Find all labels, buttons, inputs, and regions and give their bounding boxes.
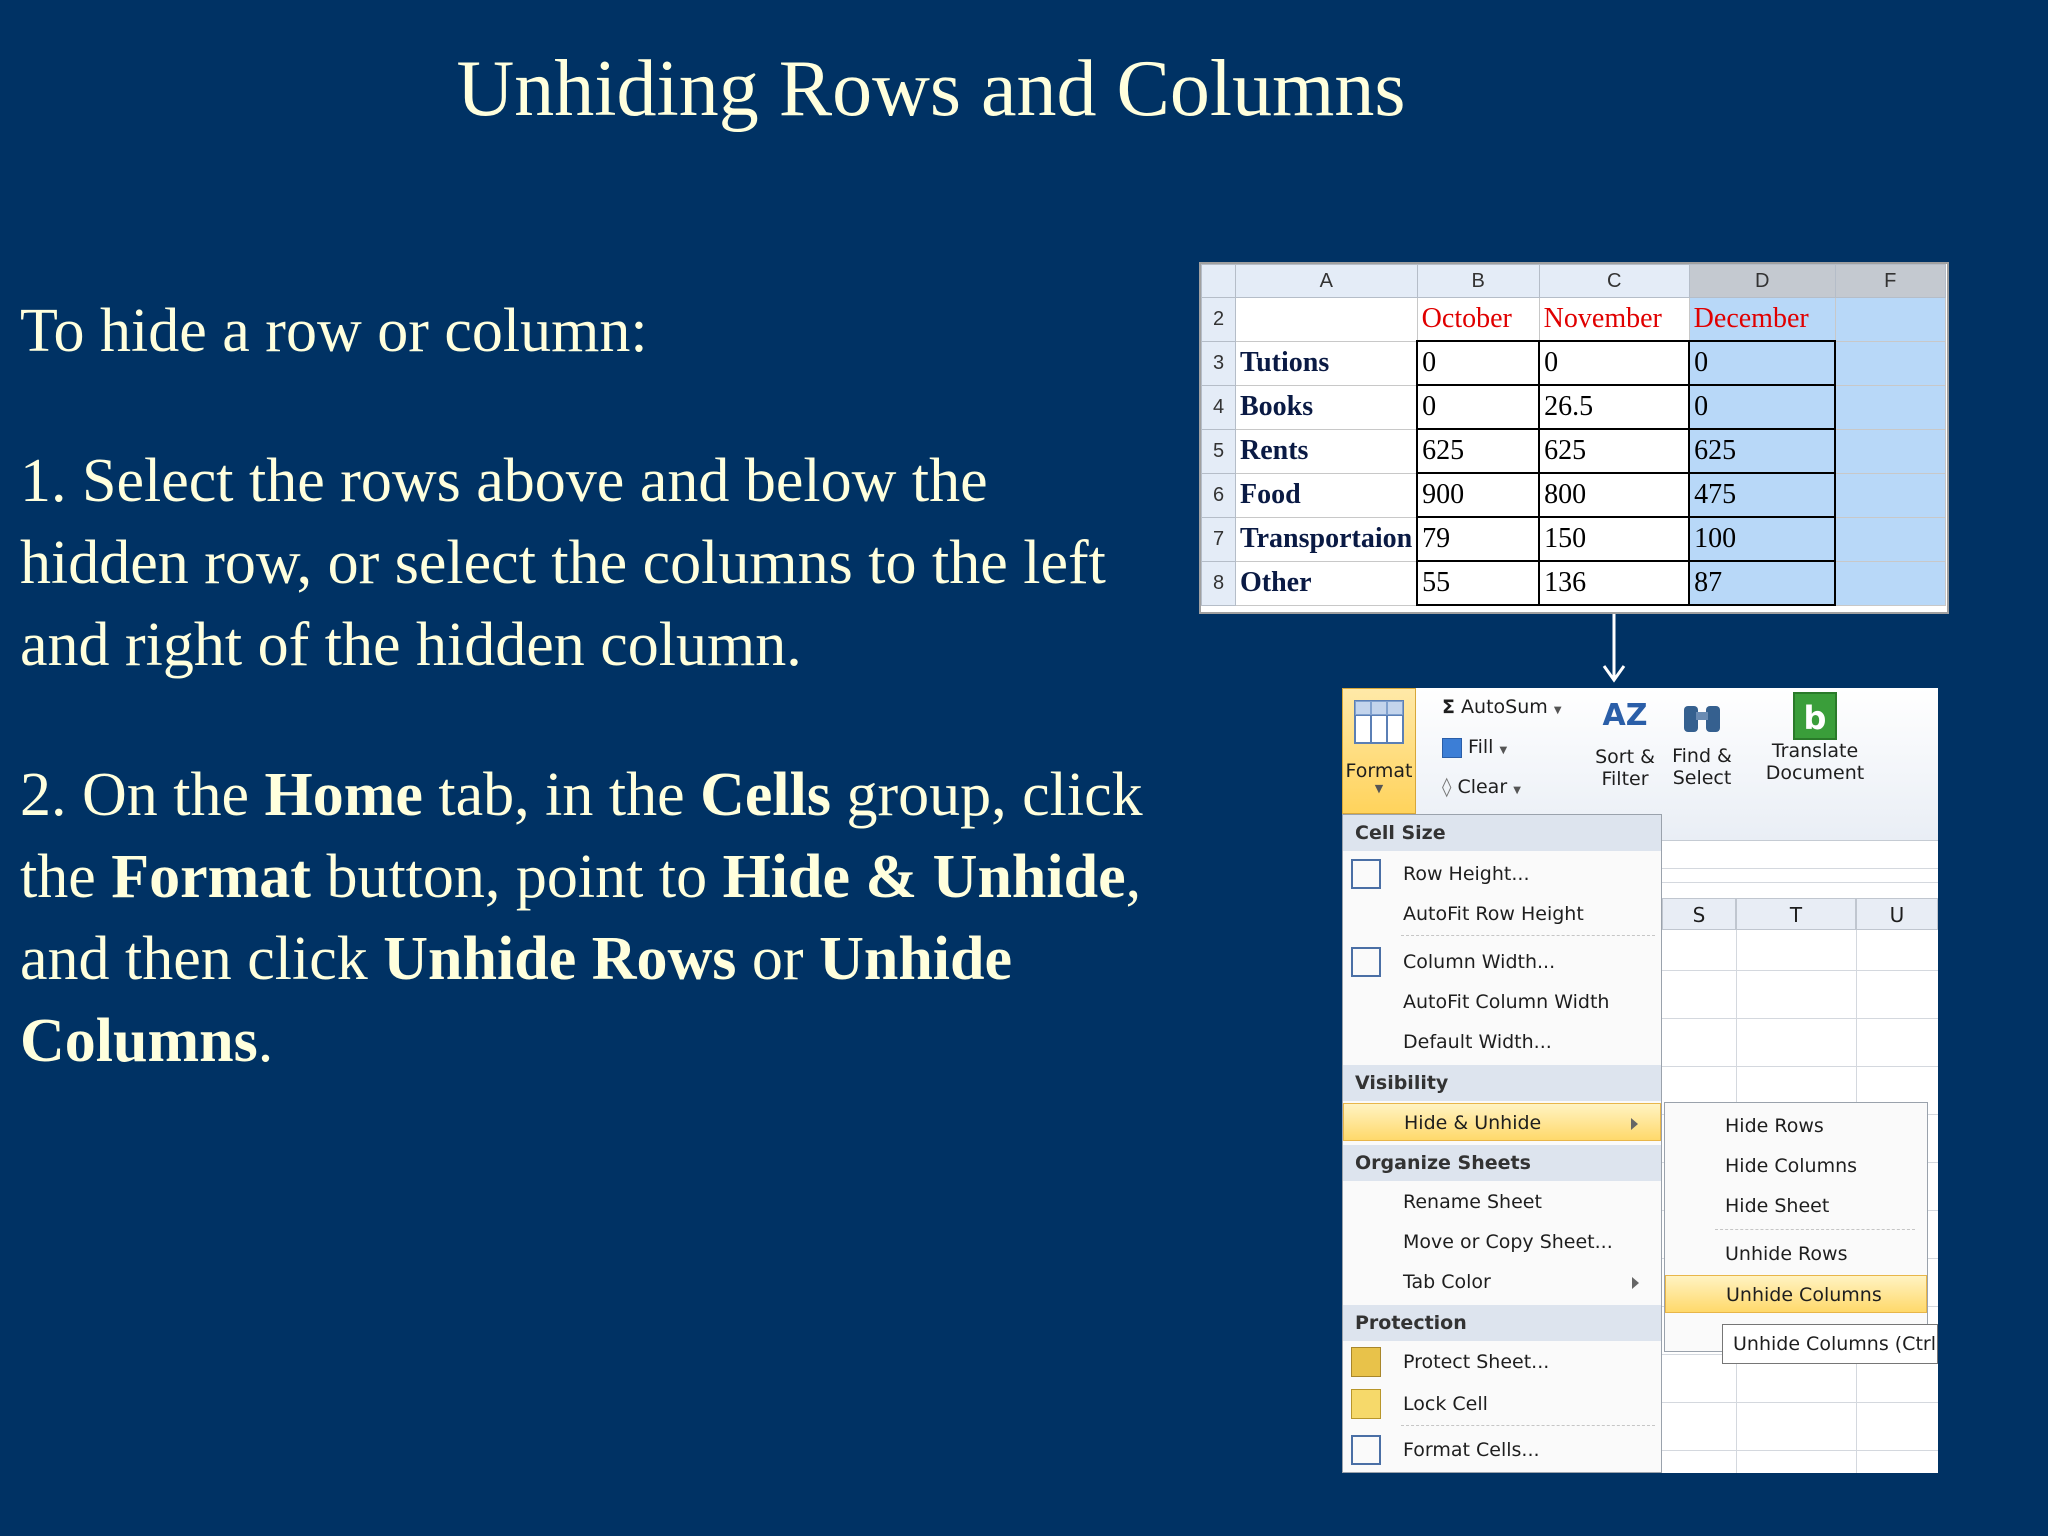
format-dropdown-menu <box>1342 814 1662 1473</box>
table-row <box>1202 473 1946 517</box>
menu-section-visibility: Visibility <box>1343 1065 1661 1101</box>
intro-text: To hide a row or column: <box>20 297 648 365</box>
cell-label[interactable]: Transportaion <box>1236 517 1418 561</box>
format-cells-icon <box>1351 1435 1381 1465</box>
menu-item-autofit-column-width[interactable] <box>1343 983 1661 1021</box>
table-row <box>1202 298 1946 342</box>
submenu-item-unhide-rows[interactable]: Unhide Rows <box>1725 1243 1848 1265</box>
cell[interactable]: 100 <box>1689 517 1835 561</box>
row-header[interactable]: 5 <box>1202 429 1236 473</box>
cell[interactable] <box>1236 298 1418 342</box>
menu-section-organize-sheets: Organize Sheets <box>1343 1145 1661 1181</box>
submenu-item-hide-sheet[interactable]: Hide Sheet <box>1725 1195 1830 1217</box>
menu-item-column-width[interactable] <box>1343 943 1661 981</box>
down-arrow-icon <box>1602 614 1626 684</box>
cell[interactable] <box>1835 473 1945 517</box>
cell-october[interactable]: October <box>1417 298 1539 342</box>
spreadsheet-screenshot <box>1199 262 1949 614</box>
table-row <box>1202 385 1946 429</box>
column-width-label: Column Width... <box>1403 951 1556 973</box>
chevron-down-icon: ▼ <box>1553 705 1562 716</box>
cell-label[interactable]: Books <box>1236 385 1418 429</box>
fill-button[interactable] <box>1442 736 1507 758</box>
menu-item-row-height[interactable] <box>1343 855 1661 893</box>
submenu-divider <box>1715 1229 1915 1230</box>
sort-label-2: Filter <box>1601 768 1649 790</box>
cell[interactable]: 625 <box>1417 429 1539 473</box>
cell[interactable]: 87 <box>1689 561 1835 605</box>
format-menu-screenshot <box>1342 688 1938 1473</box>
row-height-label: Row Height... <box>1403 863 1530 885</box>
cell[interactable]: 0 <box>1417 341 1539 385</box>
clear-button[interactable] <box>1442 776 1521 798</box>
tab-color-label: Tab Color <box>1403 1271 1491 1293</box>
column-width-icon <box>1351 947 1381 977</box>
menu-item-move-copy-sheet[interactable] <box>1343 1223 1661 1261</box>
spreadsheet-grid <box>1201 264 1946 606</box>
cell[interactable]: 0 <box>1539 341 1689 385</box>
chevron-down-icon: ▼ <box>1513 785 1521 796</box>
lock-sheet-icon <box>1351 1347 1381 1377</box>
translate-label-1: Translate <box>1771 740 1859 762</box>
chevron-down-icon: ▼ <box>1499 745 1508 756</box>
column-header-c[interactable]: C <box>1539 265 1689 298</box>
cell[interactable]: 0 <box>1689 341 1835 385</box>
cell-label[interactable]: Rents <box>1236 429 1418 473</box>
hide-unhide-label: Hide & Unhide <box>1404 1112 1542 1134</box>
find-select-button[interactable] <box>1664 692 1740 812</box>
column-header-u[interactable]: U <box>1856 898 1938 930</box>
table-row <box>1202 429 1946 473</box>
menu-item-default-width[interactable] <box>1343 1023 1661 1061</box>
menu-divider <box>1401 935 1655 936</box>
autofit-col-label: AutoFit Column Width <box>1403 991 1610 1013</box>
step-1-text: 1. Select the rows above and below the hidden row, or select the columns to the left and right of the hidden column. <box>20 447 1106 679</box>
hide-unhide-submenu <box>1664 1102 1928 1352</box>
menu-item-protect-sheet[interactable] <box>1343 1343 1661 1381</box>
find-label-2: Select <box>1672 767 1732 789</box>
column-header-t[interactable]: T <box>1736 898 1856 930</box>
cell[interactable]: 0 <box>1417 385 1539 429</box>
cell-december[interactable]: December <box>1689 298 1835 342</box>
menu-divider <box>1401 1425 1655 1426</box>
menu-item-rename-sheet[interactable] <box>1343 1183 1661 1221</box>
binoculars-icon <box>1678 692 1726 740</box>
menu-section-protection: Protection <box>1343 1305 1661 1341</box>
rename-label: Rename Sheet <box>1403 1191 1542 1213</box>
fill-label: Fill <box>1468 736 1494 758</box>
fill-icon <box>1442 738 1462 758</box>
cell-label[interactable]: Food <box>1236 473 1418 517</box>
cell[interactable]: 900 <box>1417 473 1539 517</box>
unhide-columns-tooltip: Unhide Columns (Ctrl <box>1722 1324 1938 1364</box>
cell-november[interactable]: November <box>1539 298 1689 342</box>
translate-document-button[interactable] <box>1760 692 1870 812</box>
menu-item-autofit-row-height[interactable] <box>1343 895 1661 933</box>
column-header-a[interactable]: A <box>1236 265 1418 298</box>
step-2-text: 2. On the Home tab, in the Cells group, click the Format button, point to Hide & Unhide, and then click Unhide Rows or Unhide Columns. <box>20 761 1143 1075</box>
format-label: Format <box>1345 760 1413 782</box>
row-header[interactable]: 3 <box>1202 341 1236 385</box>
sort-label-1: Sort & <box>1595 746 1655 768</box>
clear-label: Clear <box>1457 776 1508 798</box>
translate-label-2: Document <box>1765 762 1865 784</box>
column-header-d[interactable]: D <box>1689 265 1835 298</box>
row-header[interactable]: 4 <box>1202 385 1236 429</box>
submenu-item-unhide-columns[interactable]: Unhide Columns <box>1665 1275 1927 1313</box>
cell[interactable] <box>1835 517 1945 561</box>
format-icon <box>1351 695 1407 751</box>
eraser-icon: ◊ <box>1442 776 1452 798</box>
submenu-item-hide-columns[interactable]: Hide Columns <box>1725 1155 1858 1177</box>
format-cells-label: Format Cells... <box>1403 1439 1540 1461</box>
row-header[interactable]: 6 <box>1202 473 1236 517</box>
chevron-down-icon: ▼ <box>1374 782 1384 795</box>
autosum-label: AutoSum <box>1461 696 1548 718</box>
lock-label: Lock Cell <box>1403 1393 1488 1415</box>
autosum-button[interactable] <box>1442 696 1562 718</box>
submenu-arrow-icon <box>1631 1118 1638 1130</box>
cell[interactable]: 26.5 <box>1539 385 1689 429</box>
cell[interactable] <box>1835 385 1945 429</box>
menu-item-lock-cell[interactable] <box>1343 1385 1661 1423</box>
find-label-1: Find & <box>1672 745 1732 767</box>
submenu-item-hide-rows[interactable]: Hide Rows <box>1725 1115 1824 1137</box>
submenu-arrow-icon <box>1632 1277 1639 1289</box>
cell[interactable] <box>1835 561 1945 605</box>
cell[interactable]: 0 <box>1689 385 1835 429</box>
column-header-s[interactable]: S <box>1662 898 1736 930</box>
cell[interactable]: 79 <box>1417 517 1539 561</box>
table-row <box>1202 341 1946 385</box>
translate-icon: b <box>1793 692 1837 740</box>
menu-item-hide-unhide[interactable] <box>1343 1103 1661 1141</box>
column-header-f[interactable]: F <box>1835 265 1945 298</box>
row-header[interactable]: 8 <box>1202 561 1236 605</box>
cell[interactable]: 800 <box>1539 473 1689 517</box>
menu-section-cell-size: Cell Size <box>1343 815 1661 851</box>
cell[interactable]: 625 <box>1539 429 1689 473</box>
autofit-row-label: AutoFit Row Height <box>1403 903 1584 925</box>
format-button[interactable] <box>1342 688 1416 814</box>
slide-title: Unhiding Rows and Columns <box>456 45 1406 133</box>
column-header-row <box>1202 265 1946 298</box>
table-row <box>1202 561 1946 605</box>
lock-icon <box>1351 1389 1381 1419</box>
table-row <box>1202 517 1946 561</box>
menu-item-format-cells[interactable] <box>1343 1431 1661 1469</box>
default-width-label: Default Width... <box>1403 1031 1552 1053</box>
sort-filter-button[interactable] <box>1590 692 1660 812</box>
row-header[interactable]: 2 <box>1202 298 1236 342</box>
move-copy-label: Move or Copy Sheet... <box>1403 1231 1613 1253</box>
column-header-b[interactable]: B <box>1417 265 1539 298</box>
cell-label[interactable]: Other <box>1236 561 1418 605</box>
cell-label[interactable]: Tutions <box>1236 341 1418 385</box>
menu-item-tab-color[interactable] <box>1343 1263 1661 1301</box>
cell[interactable] <box>1835 341 1945 385</box>
cell[interactable]: 625 <box>1689 429 1835 473</box>
sort-filter-icon: AZ <box>1602 698 1648 733</box>
cell[interactable] <box>1835 429 1945 473</box>
protect-label: Protect Sheet... <box>1403 1351 1550 1373</box>
row-height-icon <box>1351 859 1381 889</box>
cell[interactable]: 475 <box>1689 473 1835 517</box>
cell[interactable]: 150 <box>1539 517 1689 561</box>
sigma-icon: Σ <box>1442 696 1455 718</box>
cell[interactable] <box>1835 298 1945 342</box>
cell[interactable]: 55 <box>1417 561 1539 605</box>
row-header[interactable]: 7 <box>1202 517 1236 561</box>
select-all-corner[interactable] <box>1202 265 1236 298</box>
cell[interactable]: 136 <box>1539 561 1689 605</box>
